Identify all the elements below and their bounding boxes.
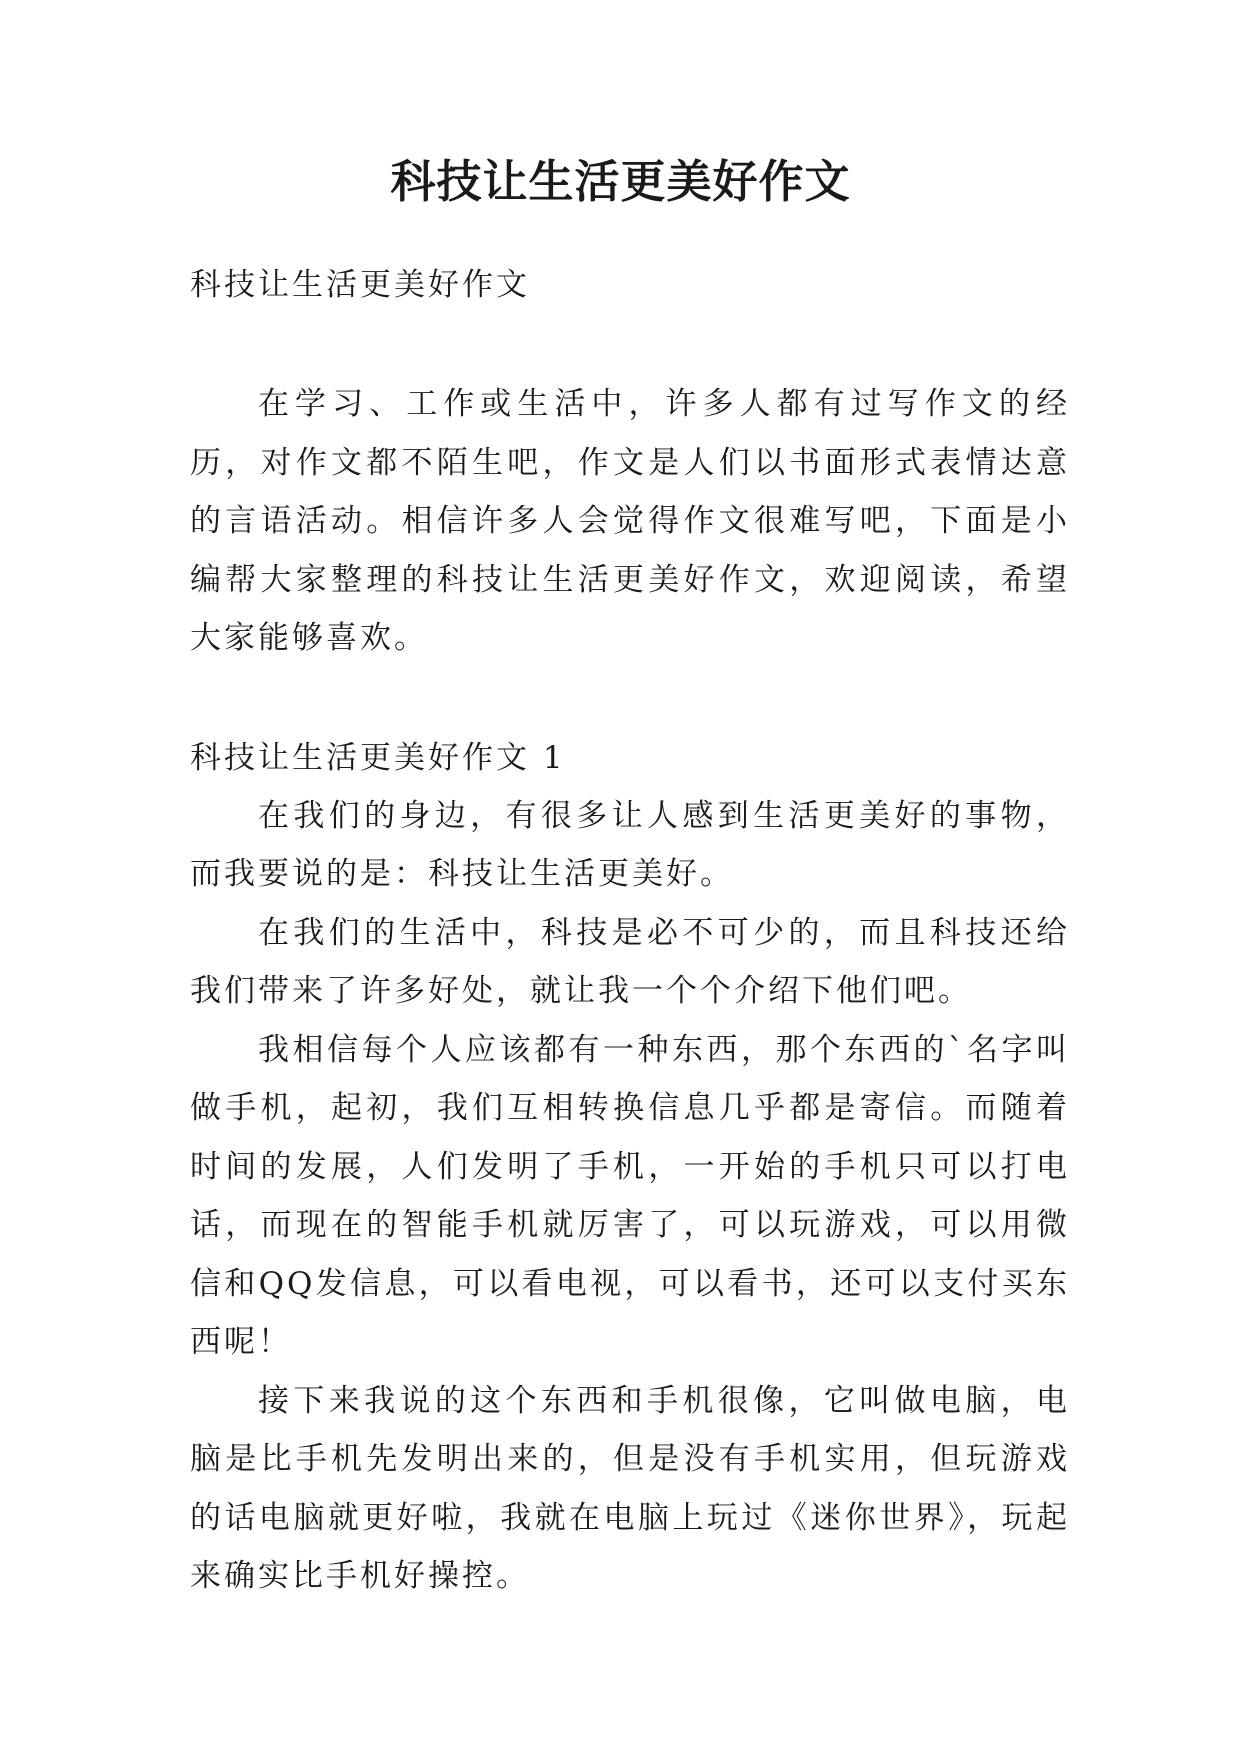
document-title: 科技让生活更美好作文 xyxy=(390,155,851,208)
body-paragraph-1: 在我们的身边，有很多让人感到生活更美好的事物，而我要说的是：科技让生活更美好。 xyxy=(190,797,1070,892)
body-paragraph-4: 接下来我说的这个东西和手机很像，它叫做电脑，电脑是比手机先发明出来的，但是没有手机实用，但玩游戏的话电脑就更好啦，我就在电脑上玩过《迷你世界》，玩起来确实比手机好操控。 xyxy=(190,1382,1070,1594)
intro-paragraph: 在学习、工作或生活中，许多人都有过写作文的经历，对作文都不陌生吧，作文是人们以书面形式表情达意的言语活动。相信许多人会觉得作文很难写吧，下面是小编帮大家整理的科技让生活更美好作文，欢迎阅读，希望大家能够喜欢。 xyxy=(190,386,1070,656)
section-heading: 科技让生活更美好作文 1 xyxy=(190,739,566,776)
document-subtitle: 科技让生活更美好作文 xyxy=(190,267,530,303)
body-paragraph-3: 我相信每个人应该都有一种东西，那个东西的`名字叫做手机，起初，我们互相转换信息几乎都是寄信。而随着时间的发展，人们发明了手机，一开始的手机只可以打电话，而现在的智能手机就厉害了，可以玩游戏，可以用微信和QQ发信息，可以看电视，可以看书，还可以支付买东西呢！ xyxy=(190,1031,1070,1360)
document-body xyxy=(190,256,1070,1606)
body-paragraph-2: 在我们的生活中，科技是必不可少的，而且科技还给我们带来了许多好处，就让我一个个介绍下他们吧。 xyxy=(190,914,1070,1009)
